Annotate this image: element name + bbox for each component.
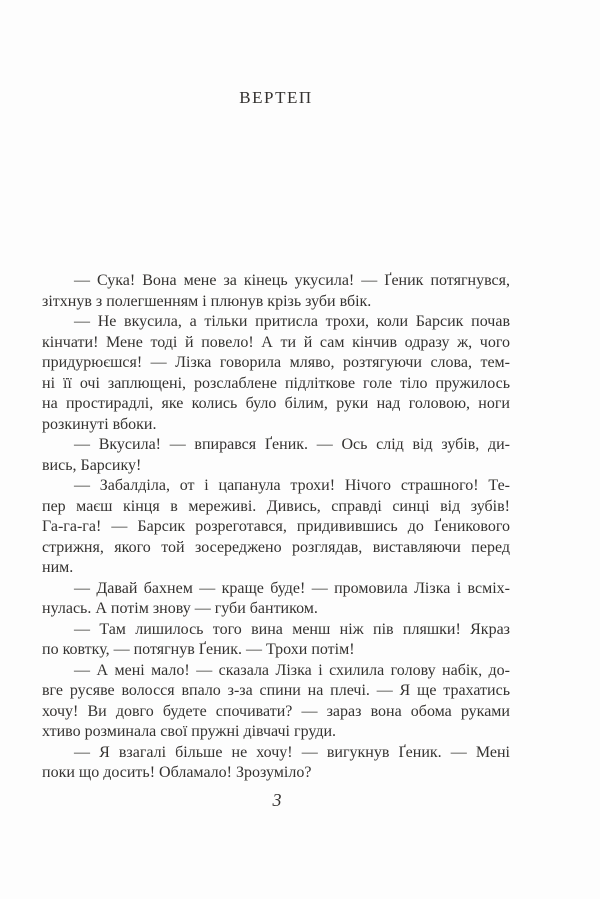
text-line: нулась. А потім знову — губи бантиком. (42, 600, 318, 617)
text-line: — Сука! Вона мене за кінець укусила! — Ґеник потягнувся, (74, 272, 510, 289)
paragraph (42, 312, 510, 435)
text-line: зітхнув з полегшенням і плюнув крізь зуби вбік. (42, 292, 372, 310)
text-line: — Забалділа, от і цапанула трохи! Нічого страшного! Те- (74, 477, 510, 494)
chapter-title: ВЕРТЕП (239, 88, 313, 107)
text-line: Га-га-га! — Барсик розреготався, придивившись до Ґеникового (42, 518, 510, 535)
text-line: — Там лишилось того вина менш ніж пів пляшки! Якраз (74, 620, 510, 638)
paragraph (42, 661, 510, 743)
paragraph (42, 620, 510, 661)
text-line: — Вкусила! — впирався Ґеник. — Ось слід від зубів, ди- (74, 436, 510, 453)
text-line: ні її очі заплющені, розслаблене підліткове голе тіло пружилось (42, 374, 510, 392)
text-line: кінчати! Мене тоді й повело! А ти й сам кінчив одразу ж, чого (42, 333, 510, 351)
page-number: 3 (272, 790, 282, 810)
text-line: хтиво розминала свої пружні дівчачі груди. (42, 723, 337, 740)
text-line: вге русяве волосся впало з-за спини на плечі. — Я ще трахатись (42, 682, 510, 699)
text-line: — Не вкусила, а тільки притисла трохи, коли Барсик почав (74, 313, 510, 330)
text-line: по ковтку, — потягнув Ґеник. — Трохи потім! (42, 641, 355, 658)
text-line: на простирадлі, яке колись було білим, руки над головою, ноги (42, 395, 510, 412)
text-line: — Давай бахнем — краще буде! — промовила Лізка і всміх- (74, 579, 510, 597)
text-line: — А мені мало! — сказала Лізка і схилила голову набік, до- (74, 661, 510, 679)
text-line: хочу! Ви довго будете спочивати? — зараз вона обома руками (42, 702, 510, 720)
paragraph (42, 743, 510, 784)
text-line: придурюєшся! — Лізка говорила мляво, розтягуючи слова, тем- (42, 354, 510, 371)
paragraph (42, 476, 510, 579)
text-line: — Я взагалі більше не хочу! — вигукнув Ґеник. — Мені (74, 743, 510, 761)
text-block (42, 271, 510, 784)
paragraph (42, 579, 510, 620)
text-line: ним. (42, 559, 74, 576)
text-line: пер маєш кінця в мереживі. Дивись, справді синці від зубів! (42, 497, 510, 515)
text-line: вись, Барсику! (42, 456, 142, 474)
text-line: розкинуті вбоки. (42, 415, 157, 433)
paragraph (42, 271, 510, 312)
text-line: поки що досить! Обламало! Зрозуміло? (42, 764, 312, 781)
paragraph (42, 435, 510, 476)
text-line: стрижня, якого той зосереджено розглядав, виставляючи перед (42, 538, 510, 556)
